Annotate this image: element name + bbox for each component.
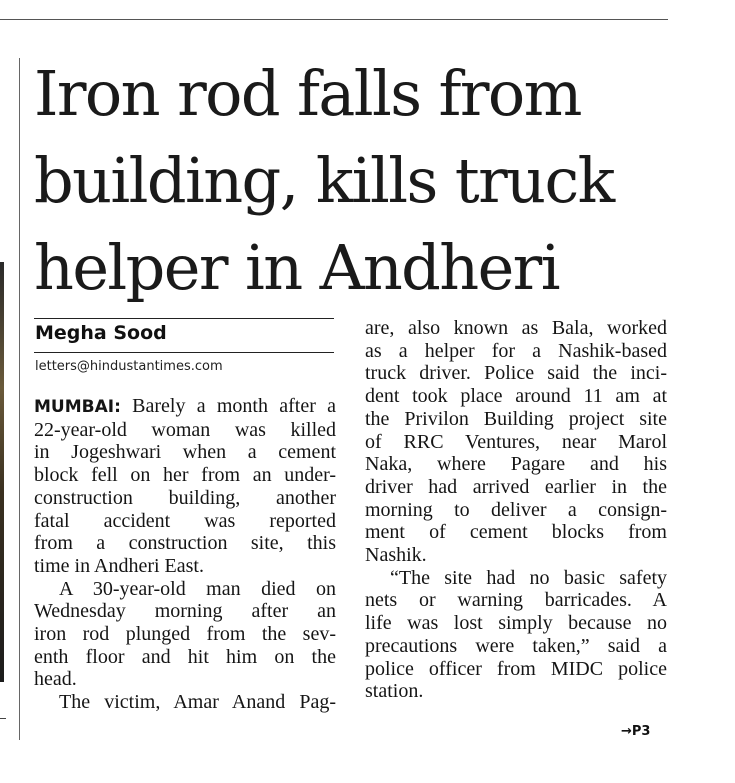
headline-line-2: building, kills truck: [34, 144, 614, 217]
column-line: dent took place around 11 am at: [365, 385, 667, 408]
column-line: station.: [365, 680, 424, 703]
column-line: head.: [34, 668, 77, 691]
byline-email[interactable]: letters@hindustantimes.com: [35, 359, 223, 374]
margin-tick: [0, 718, 6, 719]
column-line: driver had arrived earlier in the: [365, 475, 667, 498]
column-line: time in Andheri East.: [34, 554, 204, 577]
article-column-2: [365, 317, 667, 703]
headline: [34, 50, 674, 311]
column-line: police officer from MIDC police: [365, 657, 667, 680]
column-line: Naka, where Pagare and his: [365, 453, 667, 476]
column-line: Nashik.: [365, 544, 427, 567]
column-line: of RRC Ventures, near Marol: [365, 430, 667, 453]
column-line: 22-year-old woman was killed: [34, 418, 336, 441]
adjacent-photo-edge: [0, 262, 4, 682]
column-line: morning to deliver a consign-: [365, 498, 667, 521]
column-line: nets or warning barricades. A: [365, 589, 667, 612]
column-line: The victim, Amar Anand Pag-: [59, 691, 336, 714]
column-line: life was lost simply because no: [365, 612, 667, 635]
column-line: fatal accident was reported: [34, 509, 336, 532]
column-line: A 30-year-old man died on: [59, 577, 336, 600]
dateline: MUMBAI:: [34, 397, 121, 417]
column-line: construction building, another: [34, 486, 336, 509]
column-line: as a helper for a Nashik-based: [365, 339, 667, 362]
column-line: iron rod plunged from the sev-: [34, 623, 336, 646]
column-line: block fell on her from an under-: [34, 464, 336, 487]
column-line: in Jogeshwari when a cement: [34, 441, 336, 464]
headline-line-1: Iron rod falls from: [34, 57, 581, 130]
byline-rule-top: [34, 318, 334, 319]
column-text: Barely a month after a: [120, 395, 336, 417]
column-line: Wednesday morning after an: [34, 600, 336, 623]
left-column-rule: [19, 58, 20, 740]
column-line: are, also known as Bala, worked: [365, 317, 667, 339]
column-line: ment of cement blocks from: [365, 521, 667, 544]
top-rule: [0, 19, 668, 20]
byline-author: Megha Sood: [35, 322, 167, 344]
column-line: precautions were taken,” said a: [365, 634, 667, 657]
column-line: the Privilon Building project site: [365, 407, 667, 430]
column-line: truck driver. Police said the inci-: [365, 362, 667, 385]
byline-rule-bottom: [34, 352, 334, 353]
article-column-1: [34, 395, 336, 714]
column-line: [34, 395, 336, 419]
column-line: enth floor and hit him on the: [34, 645, 336, 668]
column-line: “The site had no basic safety: [390, 566, 667, 589]
headline-line-3: helper in Andheri: [34, 231, 559, 304]
column-line: from a construction site, this: [34, 532, 336, 555]
continued-on-page-link[interactable]: →P3: [621, 724, 651, 739]
